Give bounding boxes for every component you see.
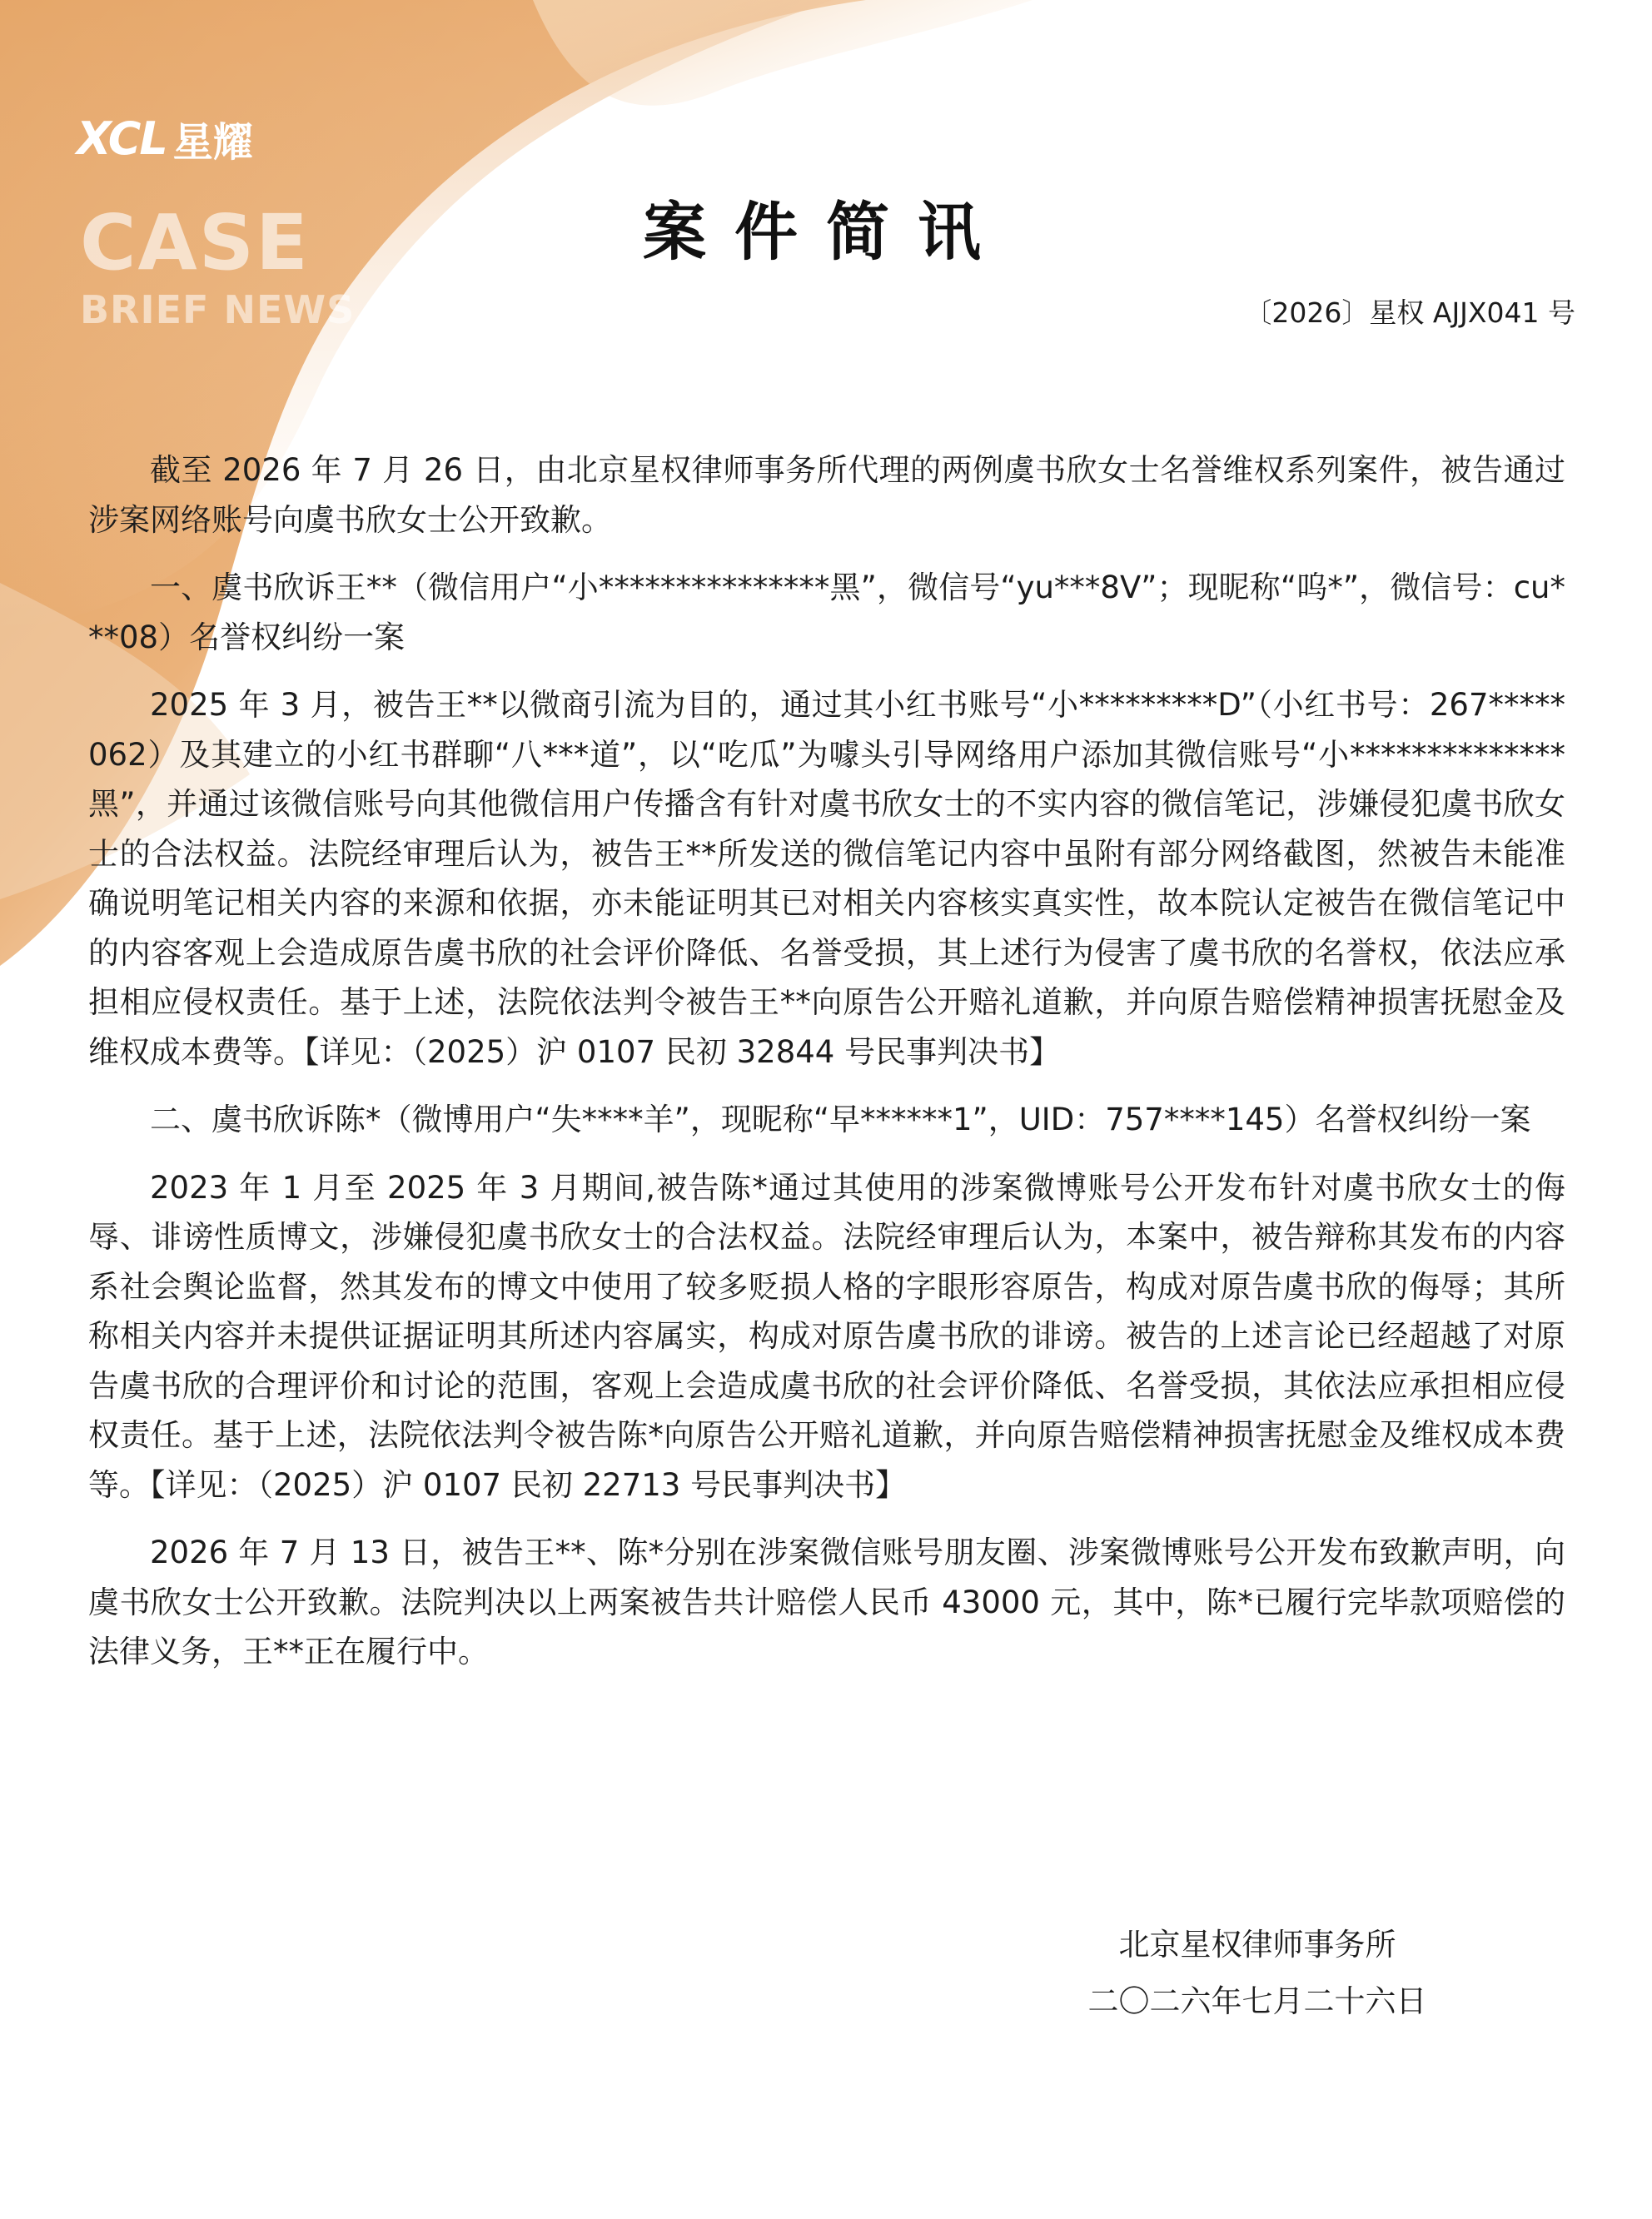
watermark-case: CASE bbox=[80, 198, 310, 287]
paragraph-intro: 截至 2026 年 7 月 26 日，由北京星权律师事务所代理的两例虞书欣女士名誉维权系列案件，被告通过涉案网络账号向虞书欣女士公开致歉。 bbox=[88, 452, 1565, 538]
case-1-heading: 一、虞书欣诉王**（微信用户“小***************黑”，微信号“yu***8V”；现昵称“呜*”，微信号：cu***08）名誉权纠纷一案 bbox=[88, 570, 1565, 655]
case-2-heading: 二、虞书欣诉陈*（微博用户“失****羊”，现昵称“早******1”，UID：757****145）名誉权纠纷一案 bbox=[150, 1102, 1531, 1137]
logo-chinese-text: 星耀 bbox=[172, 118, 253, 166]
paragraph-conclusion: 2026 年 7 月 13 日，被告王**、陈*分别在涉案微信账号朋友圈、涉案微博账号公开发布致歉声明，向虞书欣女士公开致歉。法院判决以上两案被告共计赔偿人民币 43000 元，其中，陈*已履行完毕款项赔偿的法律义务，王**正在履行中。 bbox=[88, 1535, 1565, 1669]
company-logo bbox=[77, 112, 253, 166]
case-1-details: 2025 年 3 月，被告王**以微商引流为目的，通过其小红书账号“小*********D”（小红书号：267*****062）及其建立的小红书群聊“八***道”，以“吃瓜”为噱头引导网络用户添加其微信账号“小**************黑”，并通过该微信账号向其他微信用户传播含有针对虞书欣女士的不实内容的微信笔记，涉嫌侵犯虞书欣女士的合法权益。法院经审理后认为，被告王**所发送的微信笔记内容中虽附有部分网络截图，然被告未能准确说明笔记相关内容的来源和依据，亦未能证明其已对相关内容核实真实性，故本院认定被告在微信笔记中的内容客观上会造成原告虞书欣的社会评价降低、名誉受损，其上述行为侵害了虞书欣的名誉权，依法应承担相应侵权责任。基于上述，法院依法判令被告王**向原告公开赔礼道歉，并向原告赔偿精神损害抚慰金及维权成本费等。【详见：（2025）沪 0107 民初 32844 号民事判决书】 bbox=[88, 687, 1565, 1070]
watermark-brief-news: BRIEF NEWS bbox=[80, 287, 356, 332]
document-title: 案件简讯 bbox=[643, 195, 1009, 269]
signature-date: 二〇二六年七月二十六日 bbox=[1087, 1983, 1427, 2019]
signature-firm: 北京星权律师事务所 bbox=[1118, 1927, 1396, 1963]
logo-latin-text: XCL bbox=[77, 112, 167, 165]
case-2-details: 2023 年 1 月至 2025 年 3 月期间,被告陈*通过其使用的涉案微博账号公开发布针对虞书欣女士的侮辱、诽谤性质博文，涉嫌侵犯虞书欣女士的合法权益。法院经审理后认为，本案中，被告辩称其发布的内容系社会舆论监督，然其发布的博文中使用了较多贬损人格的字眼形容原告，构成对原告虞书欣的侮辱；其所称相关内容并未提供证据证明其所述内容属实，构成对原告虞书欣的诽谤。被告的上述言论已经超越了对原告虞书欣的合理评价和讨论的范围，客观上会造成虞书欣的社会评价降低、名誉受损，其依法应承担相应侵权责任。基于上述，法院依法判令被告陈*向原告公开赔礼道歉，并向原告赔偿精神损害抚慰金及维权成本费等。【详见：（2025）沪 0107 民初 22713 号民事判决书】 bbox=[88, 1169, 1565, 1503]
document-number: 〔2026〕星权 AJJX041 号 bbox=[1244, 296, 1575, 329]
signature-block bbox=[1057, 1917, 1457, 2030]
document-body bbox=[88, 445, 1565, 1695]
